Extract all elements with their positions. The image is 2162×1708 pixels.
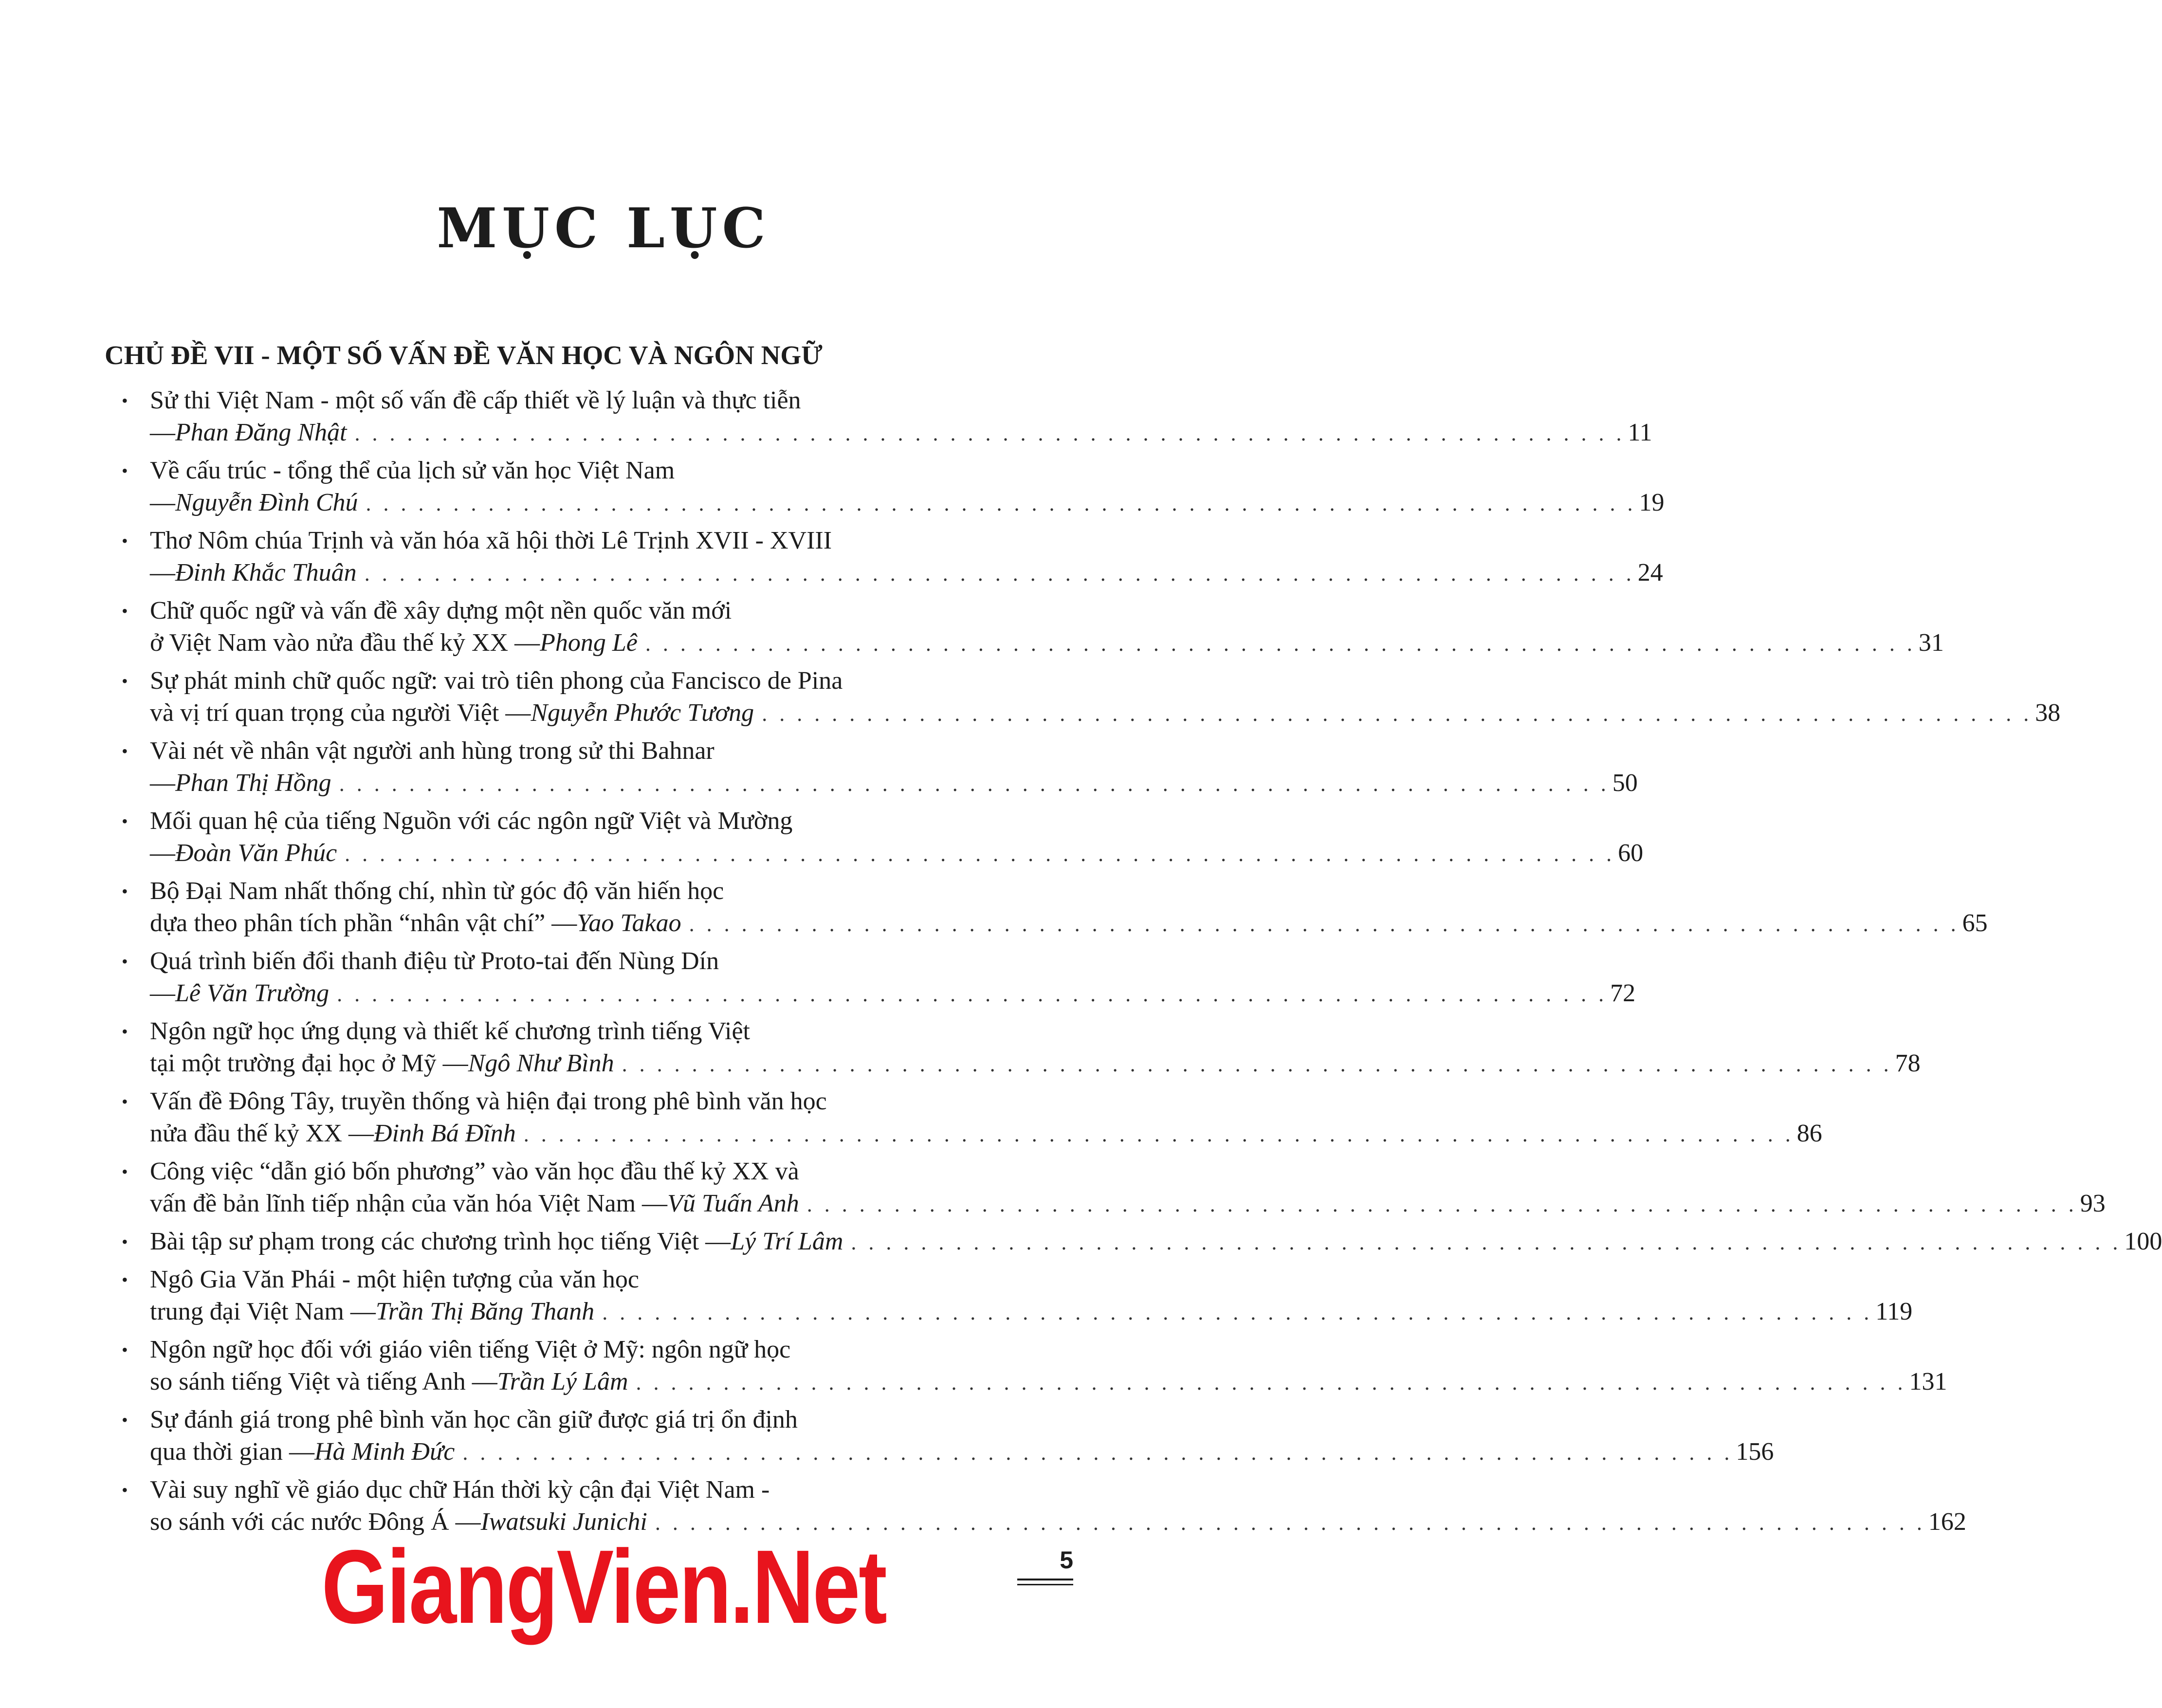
dot-leader: . . . . . . . . . . . . . . . . . . . . . . . . . . . . . . . . . . . . . . . . . . . . . . . . . . . . . . . . . . . . . . . . . . . . . . . . . <box>345 842 1615 866</box>
toc-entry-author: Hà Minh Đức <box>314 1438 455 1466</box>
toc-entry-title: Mối quan hệ của tiếng Nguồn với các ngôn ngữ Việt và Mường <box>150 807 793 835</box>
toc-entry-byline <box>150 1118 1822 1151</box>
toc-entry-page: 50 <box>1612 769 1638 797</box>
toc-entry[interactable] <box>122 1334 1947 1404</box>
toc-entry-author: Nguyễn Phước Tương <box>531 699 754 727</box>
toc-entry-page: 72 <box>1610 979 1636 1007</box>
toc-entry-title: Vài suy nghĩ về giáo dục chữ Hán thời kỳ cận đại Việt Nam - <box>150 1476 770 1504</box>
bullet-icon: • <box>122 391 128 410</box>
toc-entry-byline <box>150 487 1665 520</box>
toc-entry-page: 100 <box>2124 1228 2162 1255</box>
toc-entry-page: 11 <box>1628 419 1652 446</box>
toc-entry-lead: vấn đề bản lĩnh tiếp nhận của văn hóa Việt Nam — <box>150 1190 668 1217</box>
dot-leader: . . . . . . . . . . . . . . . . . . . . . . . . . . . . . . . . . . . . . . . . . . . . . . . . . . . . . . . . . . . . . . . . . . . . . . . . . <box>806 1193 2077 1216</box>
toc-entry-lead: ở Việt Nam vào nửa đầu thế kỷ XX — <box>150 629 540 657</box>
toc-entry-page: 19 <box>1639 489 1665 516</box>
toc-entry-page: 86 <box>1796 1120 1822 1147</box>
toc-entry-lead: nửa đầu thế kỷ XX — <box>150 1120 374 1147</box>
toc-entry-lead: — <box>150 839 175 867</box>
bullet-icon: • <box>122 601 128 621</box>
toc-entry-title: Công việc “dẫn gió bốn phương” vào văn học đầu thế kỷ XX và <box>150 1157 799 1185</box>
toc-entry-byline <box>150 1296 1913 1329</box>
toc-entry-lead: Bài tập sư phạm trong các chương trình học tiếng Việt — <box>150 1228 731 1255</box>
toc-entry-author: Yao Takao <box>577 909 681 937</box>
toc-entry-author: Phong Lê <box>540 629 638 657</box>
toc-entry-page: 78 <box>1895 1049 1921 1077</box>
dot-leader: . . . . . . . . . . . . . . . . . . . . . . . . . . . . . . . . . . . . . . . . . . . . . . . . . . . . . . . . . . . . . . . . . . . . . . . . . <box>851 1230 2122 1254</box>
dot-leader: . . . . . . . . . . . . . . . . . . . . . . . . . . . . . . . . . . . . . . . . . . . . . . . . . . . . . . . . . . . . . . . . . . . . . . . . . <box>354 422 1625 445</box>
toc-entry-byline <box>150 837 1644 870</box>
toc-entry-page: 24 <box>1637 559 1663 587</box>
bullet-icon: • <box>122 1480 128 1500</box>
toc-entry-title: Ngô Gia Văn Phái - một hiện tượng của văn học <box>150 1266 639 1293</box>
toc-entry-byline <box>150 557 1663 590</box>
toc-entry-byline <box>150 1188 2106 1221</box>
toc-entry-author: Phan Thị Hồng <box>175 769 331 797</box>
toc-entry-byline <box>150 1226 2162 1259</box>
toc-entry-lead: — <box>150 419 175 446</box>
toc-entry-title: Chữ quốc ngữ và vấn đề xây dựng một nền quốc văn mới <box>150 597 732 624</box>
toc-entry-author: Iwatsuki Junichi <box>480 1508 647 1536</box>
toc-entry[interactable] <box>122 1085 1822 1156</box>
toc-entry-lead: dựa theo phân tích phần “nhân vật chí” — <box>150 909 577 937</box>
toc-entry-lead: so sánh tiếng Việt và tiếng Anh — <box>150 1368 497 1396</box>
toc-entry-page: 38 <box>2035 699 2061 727</box>
toc-entry-byline <box>150 767 1638 800</box>
page-number: 5 <box>1017 1545 1073 1580</box>
toc-entry-byline <box>150 627 1944 660</box>
toc-entry-lead: tại một trường đại học ở Mỹ — <box>150 1049 468 1077</box>
toc-entry[interactable] <box>122 595 1944 665</box>
toc-entry-page: 162 <box>1928 1508 1966 1536</box>
watermark-logo: GiangVien.Net <box>321 1528 886 1645</box>
toc-entry-page: 156 <box>1736 1438 1774 1466</box>
toc-entry-page: 119 <box>1875 1298 1913 1325</box>
toc-entry-author: Đoàn Văn Phúc <box>175 839 337 867</box>
toc-entry-byline <box>150 907 1988 940</box>
dot-leader: . . . . . . . . . . . . . . . . . . . . . . . . . . . . . . . . . . . . . . . . . . . . . . . . . . . . . . . . . . . . . . . . . . . . . . . . . <box>364 562 1635 586</box>
bullet-icon: • <box>122 531 128 551</box>
bullet-icon: • <box>122 461 128 480</box>
bullet-icon: • <box>122 1022 128 1041</box>
bullet-icon: • <box>122 1410 128 1430</box>
bullet-icon: • <box>122 1270 128 1289</box>
toc-entry-lead: — <box>150 559 175 587</box>
bullet-icon: • <box>122 741 128 761</box>
toc-entry-title: Ngôn ngữ học ứng dụng và thiết kế chương trình tiếng Việt <box>150 1017 750 1045</box>
toc-entry-author: Phan Đăng Nhật <box>175 419 347 446</box>
toc-entry-byline <box>150 1366 1947 1399</box>
toc-entry-author: Vũ Tuấn Anh <box>667 1190 799 1217</box>
dot-leader: . . . . . . . . . . . . . . . . . . . . . . . . . . . . . . . . . . . . . . . . . . . . . . . . . . . . . . . . . . . . . . . . . . . . . . . . . <box>339 772 1610 796</box>
bullet-icon: • <box>122 811 128 831</box>
toc-entry-title: Sự phát minh chữ quốc ngữ: vai trò tiên phong của Fancisco de Pina <box>150 667 843 695</box>
page-title: MỤC LỤC <box>437 197 770 260</box>
toc-entry[interactable] <box>122 875 1988 945</box>
dot-leader: . . . . . . . . . . . . . . . . . . . . . . . . . . . . . . . . . . . . . . . . . . . . . . . . . . . . . . . . . . . . . . . . . . . . . . . . . <box>689 912 1960 936</box>
toc-entry[interactable] <box>122 1226 2162 1264</box>
toc-entry-lead: — <box>150 769 175 797</box>
toc-entry-author: Trần Lý Lâm <box>497 1368 628 1396</box>
table-of-contents <box>122 385 2162 1544</box>
toc-entry[interactable] <box>122 805 1644 875</box>
toc-entry[interactable] <box>122 385 1652 455</box>
toc-entry-lead: trung đại Việt Nam — <box>150 1298 376 1325</box>
bullet-icon: • <box>122 882 128 901</box>
dot-leader: . . . . . . . . . . . . . . . . . . . . . . . . . . . . . . . . . . . . . . . . . . . . . . . . . . . . . . . . . . . . . . . . . . . . . . . . . <box>462 1441 1733 1465</box>
section-heading: CHỦ ĐỀ VII - MỘT SỐ VẤN ĐỀ VĂN HỌC VÀ NGÔN NGỮ <box>105 340 823 370</box>
toc-entry-title: Thơ Nôm chúa Trịnh và văn hóa xã hội thời Lê Trịnh XVII - XVIII <box>150 527 832 554</box>
toc-entry-lead: qua thời gian — <box>150 1438 314 1466</box>
toc-entry-byline <box>150 1047 1921 1081</box>
toc-entry-author: Đinh Bá Đĩnh <box>373 1120 516 1147</box>
bullet-icon: • <box>122 1092 128 1111</box>
dot-leader: . . . . . . . . . . . . . . . . . . . . . . . . . . . . . . . . . . . . . . . . . . . . . . . . . . . . . . . . . . . . . . . . . . . . . . . . . <box>655 1511 1925 1535</box>
dot-leader: . . . . . . . . . . . . . . . . . . . . . . . . . . . . . . . . . . . . . . . . . . . . . . . . . . . . . . . . . . . . . . . . . . . . . . . . . <box>337 982 1608 1006</box>
toc-entry-author: Trần Thị Băng Thanh <box>375 1298 595 1325</box>
toc-entry[interactable] <box>122 1156 2106 1226</box>
dot-leader: . . . . . . . . . . . . . . . . . . . . . . . . . . . . . . . . . . . . . . . . . . . . . . . . . . . . . . . . . . . . . . . . . . . . . . . . . <box>602 1301 1873 1324</box>
toc-entry[interactable] <box>122 1015 1921 1085</box>
toc-entry-author: Nguyễn Đình Chú <box>175 489 358 516</box>
bullet-icon: • <box>122 1340 128 1359</box>
bullet-icon: • <box>122 671 128 691</box>
toc-entry-author: Lê Văn Trường <box>175 979 330 1007</box>
toc-entry-lead: — <box>150 489 175 516</box>
toc-entry-lead: và vị trí quan trọng của người Việt — <box>150 699 531 727</box>
dot-leader: . . . . . . . . . . . . . . . . . . . . . . . . . . . . . . . . . . . . . . . . . . . . . . . . . . . . . . . . . . . . . . . . . . . . . . . . . <box>636 1371 1906 1395</box>
toc-entry-title: Bộ Đại Nam nhất thống chí, nhìn từ góc độ văn hiến học <box>150 877 724 905</box>
toc-entry[interactable] <box>122 1264 1913 1334</box>
toc-entry[interactable] <box>122 945 1636 1015</box>
dot-leader: . . . . . . . . . . . . . . . . . . . . . . . . . . . . . . . . . . . . . . . . . . . . . . . . . . . . . . . . . . . . . . . . . . . . . . . . . <box>645 632 1916 656</box>
toc-entry-title: Ngôn ngữ học đối với giáo viên tiếng Việt ở Mỹ: ngôn ngữ học <box>150 1336 791 1363</box>
dot-leader: . . . . . . . . . . . . . . . . . . . . . . . . . . . . . . . . . . . . . . . . . . . . . . . . . . . . . . . . . . . . . . . . . . . . . . . . . <box>622 1052 1892 1076</box>
bullet-icon: • <box>122 1232 128 1251</box>
toc-entry-page: 93 <box>2080 1190 2106 1217</box>
toc-entry-page: 31 <box>1918 629 1944 657</box>
bullet-icon: • <box>122 952 128 971</box>
toc-entry-author: Ngô Như Bình <box>468 1049 614 1077</box>
toc-entry-author: Lý Trí Lâm <box>731 1228 843 1255</box>
toc-entry-byline <box>150 697 2061 730</box>
toc-entry[interactable] <box>122 525 1663 595</box>
toc-entry-page: 65 <box>1962 909 1988 937</box>
dot-leader: . . . . . . . . . . . . . . . . . . . . . . . . . . . . . . . . . . . . . . . . . . . . . . . . . . . . . . . . . . . . . . . . . . . . . . . . . <box>366 492 1636 515</box>
toc-entry-lead: so sánh với các nước Đông Á — <box>150 1508 481 1536</box>
toc-entry-title: Vấn đề Đông Tây, truyền thống và hiện đại trong phê bình văn học <box>150 1087 827 1115</box>
toc-entry[interactable] <box>122 455 1665 525</box>
toc-entry-title: Sử thi Việt Nam - một số vấn đề cấp thiết về lý luận và thực tiễn <box>150 386 801 414</box>
toc-entry[interactable] <box>122 1404 1774 1474</box>
toc-entry-page: 60 <box>1618 839 1644 867</box>
toc-entry-lead: — <box>150 979 175 1007</box>
bullet-icon: • <box>122 1162 128 1181</box>
toc-entry-title: Về cấu trúc - tổng thể của lịch sử văn học Việt Nam <box>150 457 675 484</box>
toc-entry-title: Quá trình biến đổi thanh điệu từ Proto-tai đến Nùng Dín <box>150 947 719 975</box>
toc-entry-page: 131 <box>1909 1368 1947 1396</box>
toc-entry-byline <box>150 1436 1774 1469</box>
toc-entry-author: Đinh Khắc Thuân <box>175 559 357 587</box>
dot-leader: . . . . . . . . . . . . . . . . . . . . . . . . . . . . . . . . . . . . . . . . . . . . . . . . . . . . . . . . . . . . . . . . . . . . . . . . . <box>523 1122 1794 1146</box>
dot-leader: . . . . . . . . . . . . . . . . . . . . . . . . . . . . . . . . . . . . . . . . . . . . . . . . . . . . . . . . . . . . . . . . . . . . . . . . . <box>762 702 2033 726</box>
toc-entry-byline <box>150 977 1636 1010</box>
toc-entry-byline <box>150 417 1652 450</box>
toc-entry[interactable] <box>122 735 1638 805</box>
toc-entry-title: Vài nét về nhân vật người anh hùng trong sử thi Bahnar <box>150 737 715 765</box>
toc-entry-title: Sự đánh giá trong phê bình văn học cần giữ được giá trị ổn định <box>150 1406 798 1433</box>
toc-entry[interactable] <box>122 665 2061 735</box>
